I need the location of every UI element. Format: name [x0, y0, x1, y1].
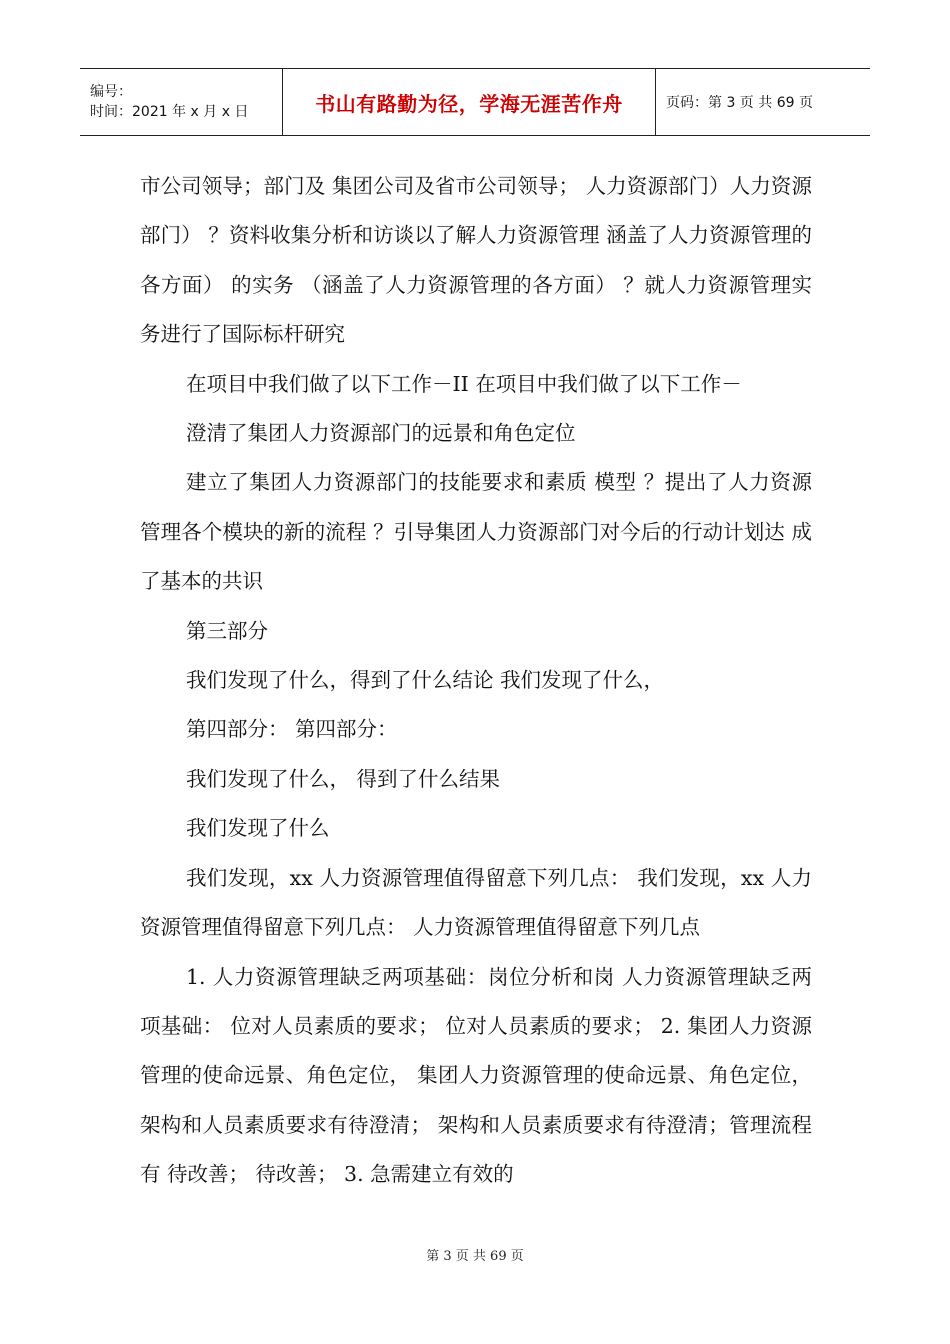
document-body	[140, 162, 812, 1200]
section-heading: 第三部分	[186, 618, 268, 643]
paragraph: 我们发现，xx 人力资源管理值得留意下列几点： 我们发现，xx 人力资源管理值得留意下列几点： 人力资源管理值得留意下列几点	[140, 865, 812, 940]
section-heading: 第四部分： 第四部分：	[186, 717, 398, 742]
header-motto-cell	[283, 69, 656, 135]
paragraph: 我们发现了什么，得到了什么结论 我们发现了什么，	[186, 668, 665, 693]
page-header	[80, 68, 870, 136]
paragraph: 我们发现了什么， 得到了什么结果	[186, 766, 501, 791]
paragraph: 市公司领导；部门及 集团公司及省市公司领导； 人力资源部门）人力资源部门） ？资料收集分析和访谈以了解人力资源管理 涵盖了人力资源管理的各方面） 的实务 （涵盖了人力资源管理的各方面） ？就人力资源管理实务进行了国际标杆研究	[140, 174, 812, 347]
paragraph: 我们发现了什么	[186, 816, 330, 841]
header-page-cell	[656, 69, 870, 135]
paragraph: 在项目中我们做了以下工作－II 在项目中我们做了以下工作－	[186, 371, 742, 396]
paragraph: 建立了集团人力资源部门的技能要求和素质 模型 ？提出了人力资源管理各个模块的新的流程 ？引导集团人力资源部门对今后的行动计划达 成了基本的共识	[140, 470, 812, 594]
header-meta-cell	[80, 69, 283, 135]
number-label: 编号：	[90, 84, 132, 100]
paragraph: 1. 人力资源管理缺乏两项基础：岗位分析和岗 人力资源管理缺乏两项基础： 位对人员素质的要求； 位对人员素质的要求； 2. 集团人力资源管理的使命远景、角色定位， 集团人力资源管理的使命远景、角色定位， 架构和人员素质要求有待澄清； 架构和人员素质要求有待澄清；管理流程有 待改善； 待改善； 3. 急需建立有效的	[140, 964, 812, 1187]
motto: 书山有路勤为径，学海无涯苦作舟	[315, 91, 623, 116]
date-label: 时间：2021 年 x 月 x 日	[90, 104, 249, 120]
page-footer: 第 3 页 共 69 页	[426, 1249, 524, 1264]
paragraph: 澄清了集团人力资源部门的远景和角色定位	[186, 421, 576, 446]
page-info: 页码：第 3 页 共 69 页	[666, 95, 813, 111]
